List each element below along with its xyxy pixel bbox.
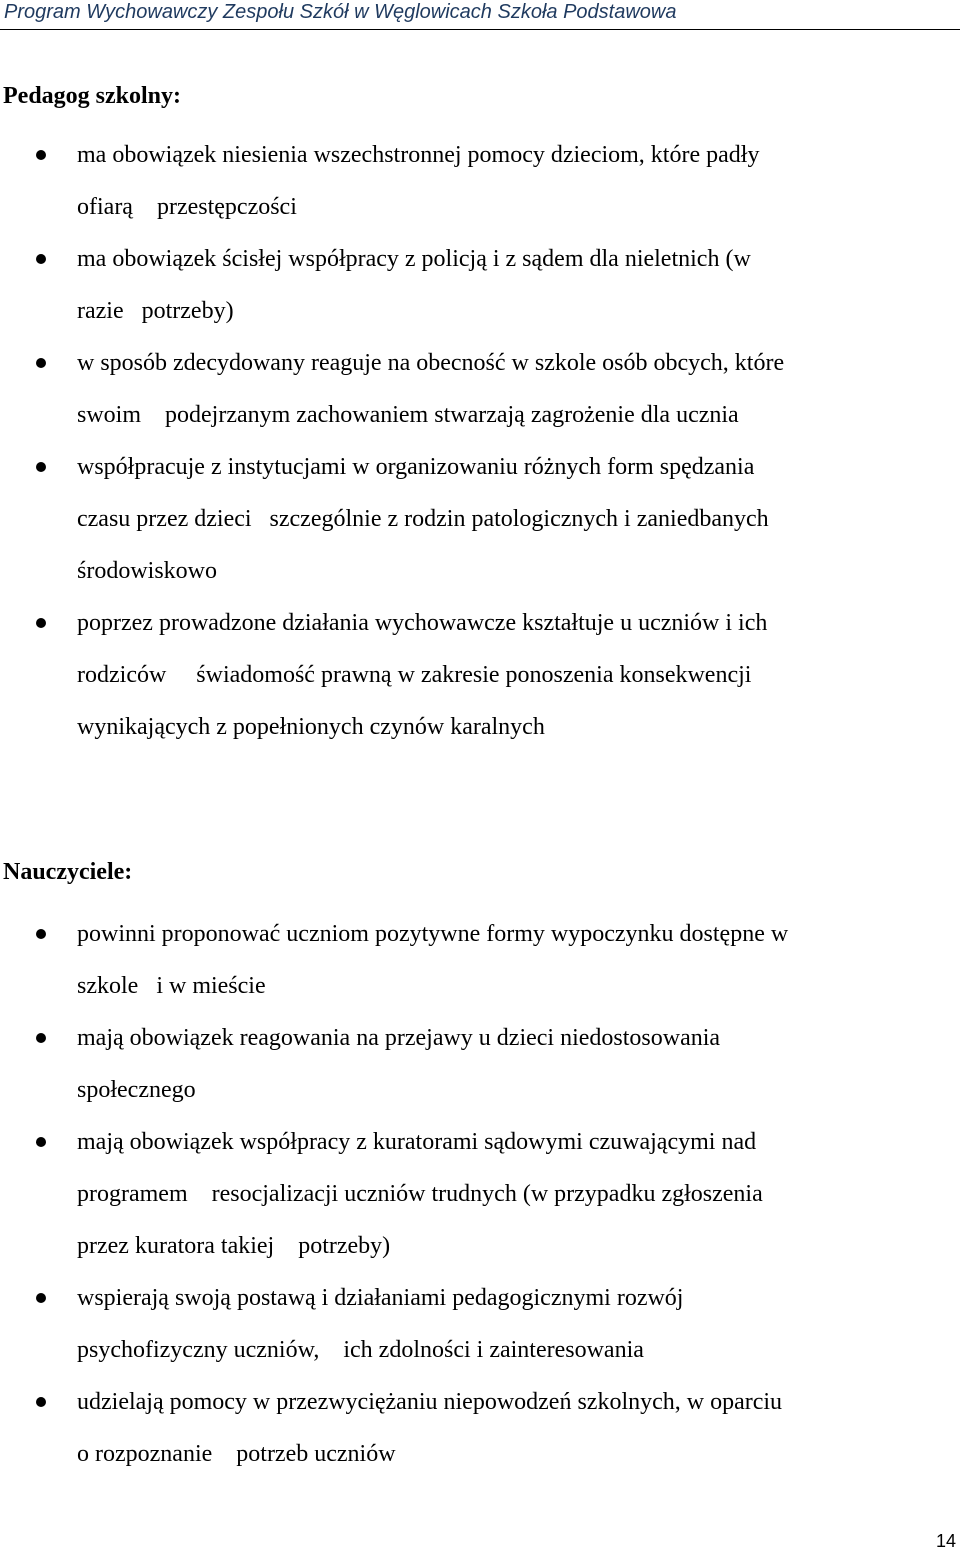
list-item-text-line: społecznego [77, 1077, 196, 1103]
bullet-icon [36, 462, 46, 472]
list-item-text-line: rodziców świadomość prawną w zakresie ponoszenia konsekwencji [77, 662, 752, 688]
list-item [0, 441, 960, 597]
list-item-text-line: współpracuje z instytucjami w organizowaniu różnych form spędzania [77, 454, 755, 480]
list-item-text-line: mają obowiązek współpracy z kuratorami sądowymi czuwającymi nad [77, 1129, 757, 1155]
list-item [0, 233, 960, 337]
bullet-icon [36, 1033, 46, 1043]
bullet-icon [36, 254, 46, 264]
list-item-text-line: udzielają pomocy w przezwyciężaniu niepowodzeń szkolnych, w oparciu [77, 1389, 783, 1415]
list-item [0, 597, 960, 753]
list-item-text-line: w sposób zdecydowany reaguje na obecność w szkole osób obcych, które [77, 350, 785, 376]
list-item-text-line: wynikających z popełnionych czynów karalnych [77, 714, 545, 740]
page-header-title: Program Wychowawczy Zespołu Szkół w Węglowicach Szkoła Podstawowa [4, 1, 677, 23]
bullet-icon [36, 1397, 46, 1407]
pedagog-duties-list [0, 129, 960, 753]
list-item [0, 129, 960, 233]
list-item-text-line: przez kuratora takiej potrzeby) [77, 1233, 391, 1259]
list-item-text-line: mają obowiązek reagowania na przejawy u dzieci niedostosowania [77, 1025, 721, 1051]
list-item [0, 337, 960, 441]
bullet-icon [36, 1293, 46, 1303]
list-item-text-line: poprzez prowadzone działania wychowawcze kształtuje u uczniów i ich [77, 610, 768, 636]
bullet-icon [36, 150, 46, 160]
list-item-text-line: swoim podejrzanym zachowaniem stwarzają zagrożenie dla ucznia [77, 402, 739, 428]
list-item [0, 1012, 960, 1116]
list-item-text-line: ma obowiązek ścisłej współpracy z policją i z sądem dla nieletnich (w [77, 246, 751, 272]
list-item-text-line: czasu przez dzieci szczególnie z rodzin patologicznych i zaniedbanych [77, 506, 769, 532]
bullet-icon [36, 358, 46, 368]
bullet-icon [36, 618, 46, 628]
bullet-icon [36, 929, 46, 939]
list-item-text-line: środowiskowo [77, 558, 218, 584]
header-divider [0, 29, 960, 30]
page-number: 14 [935, 1531, 956, 1551]
bullet-icon [36, 1137, 46, 1147]
list-item [0, 1376, 960, 1480]
list-item [0, 908, 960, 1012]
list-item-text-line: wspierają swoją postawą i działaniami pedagogicznymi rozwój [77, 1285, 684, 1311]
teacher-duties-list [0, 908, 960, 1480]
list-item-text-line: razie potrzeby) [77, 298, 234, 324]
list-item-text-line: ofiarą przestępczości [77, 194, 297, 220]
list-item-text-line: o rozpoznanie potrzeb uczniów [77, 1441, 396, 1467]
section-heading-nauczyciele: Nauczyciele: [3, 859, 133, 885]
list-item-text-line: szkole i w mieście [77, 973, 266, 999]
list-item-text-line: ma obowiązek niesienia wszechstronnej pomocy dzieciom, które padły [77, 142, 760, 168]
list-item [0, 1116, 960, 1272]
list-item-text-line: programem resocjalizacji uczniów trudnych (w przypadku zgłoszenia [77, 1181, 763, 1207]
list-item-text-line: powinni proponować uczniom pozytywne formy wypoczynku dostępne w [77, 921, 789, 947]
section-heading-pedagog: Pedagog szkolny: [3, 83, 182, 109]
list-item-text-line: psychofizyczny uczniów, ich zdolności i zainteresowania [77, 1337, 644, 1363]
list-item [0, 1272, 960, 1376]
